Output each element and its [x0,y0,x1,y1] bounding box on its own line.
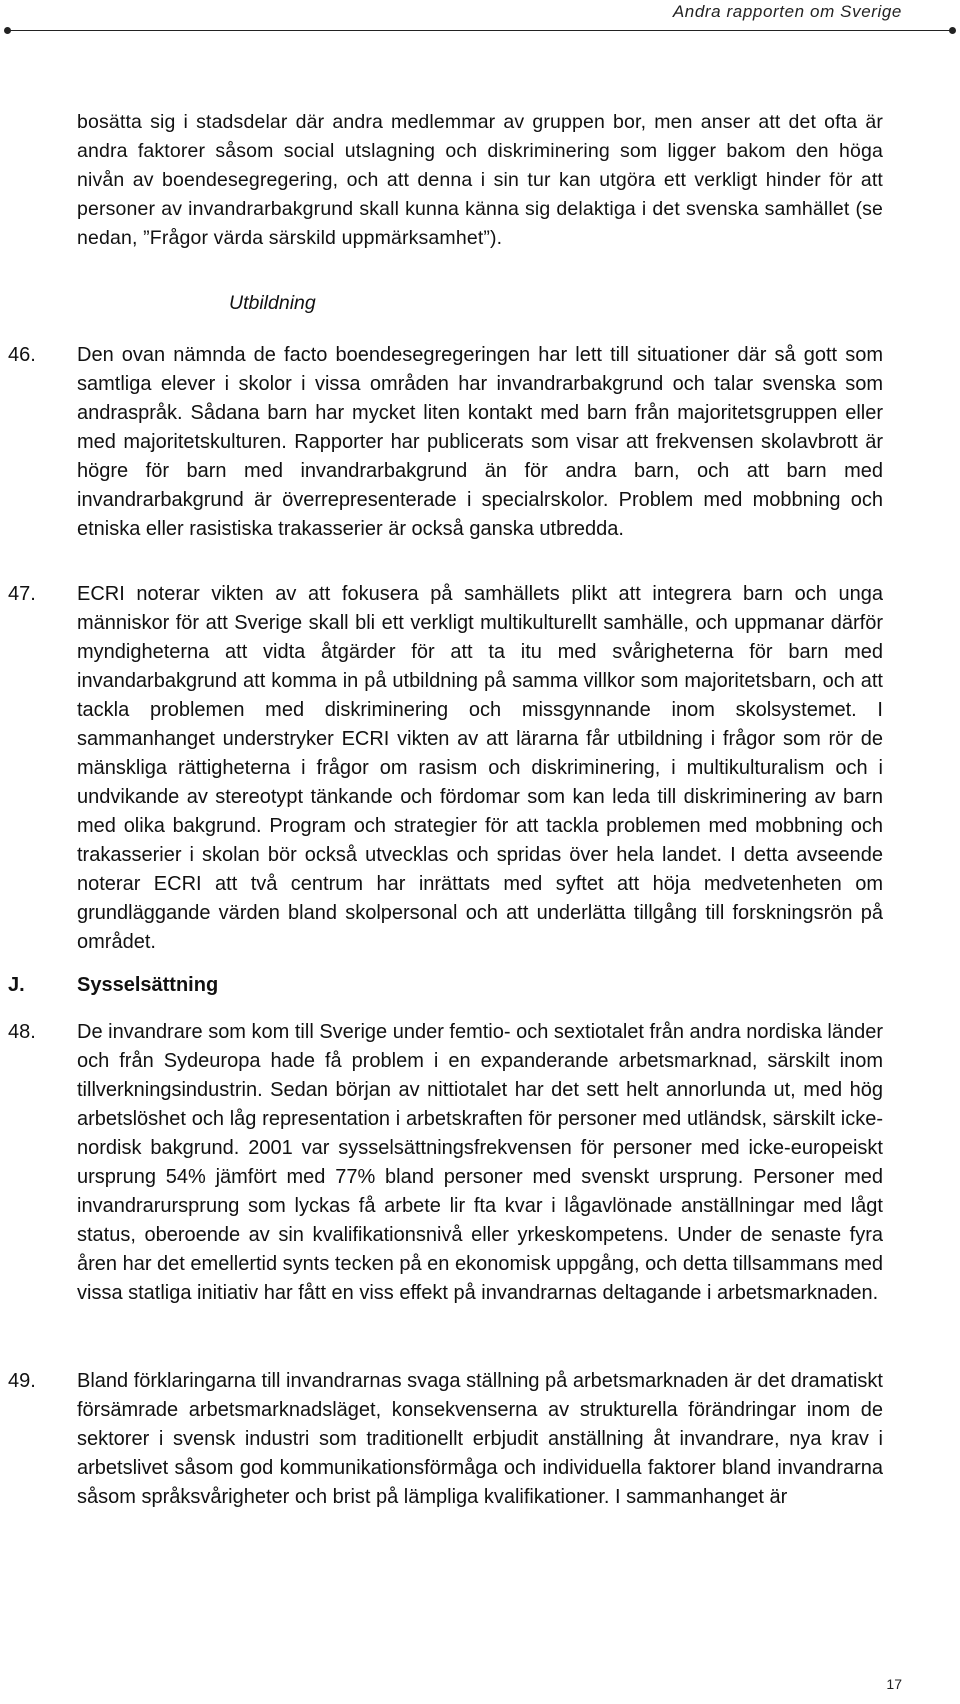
paragraph-number: 48. [8,1021,36,1043]
paragraph-number: 47. [8,583,36,605]
intro-paragraph: bosätta sig i stadsdelar där andra medlemmar av gruppen bor, men anser att det ofta är andra faktorer såsom social utslagning och diskriminering som ligger bakom den höga nivån av boendesegregering, och att denna i sin tur kan utgöra ett verkligt hinder för att personer av invandrarbakgrund skall kunna känna sig delaktiga i det svenska samhället (se nedan, ”Frågor värda särskild uppmärksamhet”). [77,111,883,249]
paragraph-number: 49. [8,1370,36,1392]
paragraph-text: Bland förklaringarna till invandrarnas svaga ställning på arbetsmarknaden är det dramatiskt försämrade arbetsmarknadsläget, konsekvenserna av strukturella förändringar inom de sektorer i svensk industri som traditionellt erbjudit anställning åt invandrare, nya krav i arbetslivet såsom god kommunikationsförmåga och individuella faktorer bland invandrarna såsom språksvårigheter och brist på lämpliga kvalifikationer. I sammanhanget är [77,1370,883,1508]
paragraph-number: 46. [8,344,36,366]
section-letter: J. [8,974,25,996]
header-rule [8,30,952,31]
page-number: 17 [886,1676,902,1692]
subheading-utbildning: Utbildning [229,292,316,314]
paragraph-text: ECRI noterar vikten av att fokusera på samhällets plikt att integrera barn och unga människor för att Sverige skall bli ett verkligt multikulturellt samhälle, och uppmanar därför myndigheterna att vidta åtgärder för att ta itu med svårigheterna för barn med invandarbakgrund att komma in på utbildning på samma villkor som majoritetsbarn, och att tackla problemen med diskriminering och missgynnande inom skolsystemet. I sammanhanget understryker ECRI vikten av att lärarna får utbildning i frågor som rör de mänskliga rättigheterna i frågor om rasism och diskriminering, i multikulturalism och i undvikande av stereotypt tänkande och fördomar som kan leda till diskriminering av barn med olika bakgrund. Program och strategier för att tackla problemen med mobbning och trakasserier i skolan bör också utvecklas och spridas över hela landet. I detta avseende noterar ECRI att två centrum har inrättats med syftet att höja medvetenheten om grundläggande värden bland skolpersonal och att underlätta tillgång till forskningsrön på området. [77,583,883,953]
section-title: Sysselsättning [77,974,219,996]
running-header: Andra rapporten om Sverige [672,2,902,21]
paragraph-text: Den ovan nämnda de facto boendesegregeringen har lett till situationer där så gott som samtliga elever i skolor i vissa områden har invandrarbakgrund och talar svenska som andraspråk. Sådana barn har mycket liten kontakt med barn från majoritetsgruppen eller med majoritetskulturen. Rapporter har publicerats som visar att frekvensen skolavbrott är högre för barn med invandrarbakgrund än för andra barn, och att barn med invandrarbakgrund är överrepresenterade i specialrskolor. Problem med mobbning och etniska eller rasistiska trakasserier är också ganska utbredda. [77,344,883,540]
paragraph-text: De invandrare som kom till Sverige under femtio- och sextiotalet från andra nordiska länder och från Sydeuropa hade få problem i en expanderande arbetsmarknad, särskilt inom tillverkningsindustrin. Sedan början av nittiotalet har det sett helt annorlunda ut, med hög arbetslöshet och låg representation i arbetskraften för personer med utländsk, särskilt icke-nordisk bakgrund. 2001 var sysselsättningsfrekvensen för personer med icke-europeiskt ursprung 54% jämfört med 77% bland personer med svenskt ursprung. Personer med invandrarursprung som lyckas få arbete lir fta kvar i lågavlönade anställningar med lågt status, oberoende av sin kvalifikationsnivå eller yrkeskompetens. Under de senaste fyra åren har det emellertid synts tecken på en ekonomisk uppgång, och detta tillsammans med vissa statliga initiativ har fått en viss effekt på invandrarnas deltagande i arbetsmarknaden. [77,1021,883,1304]
